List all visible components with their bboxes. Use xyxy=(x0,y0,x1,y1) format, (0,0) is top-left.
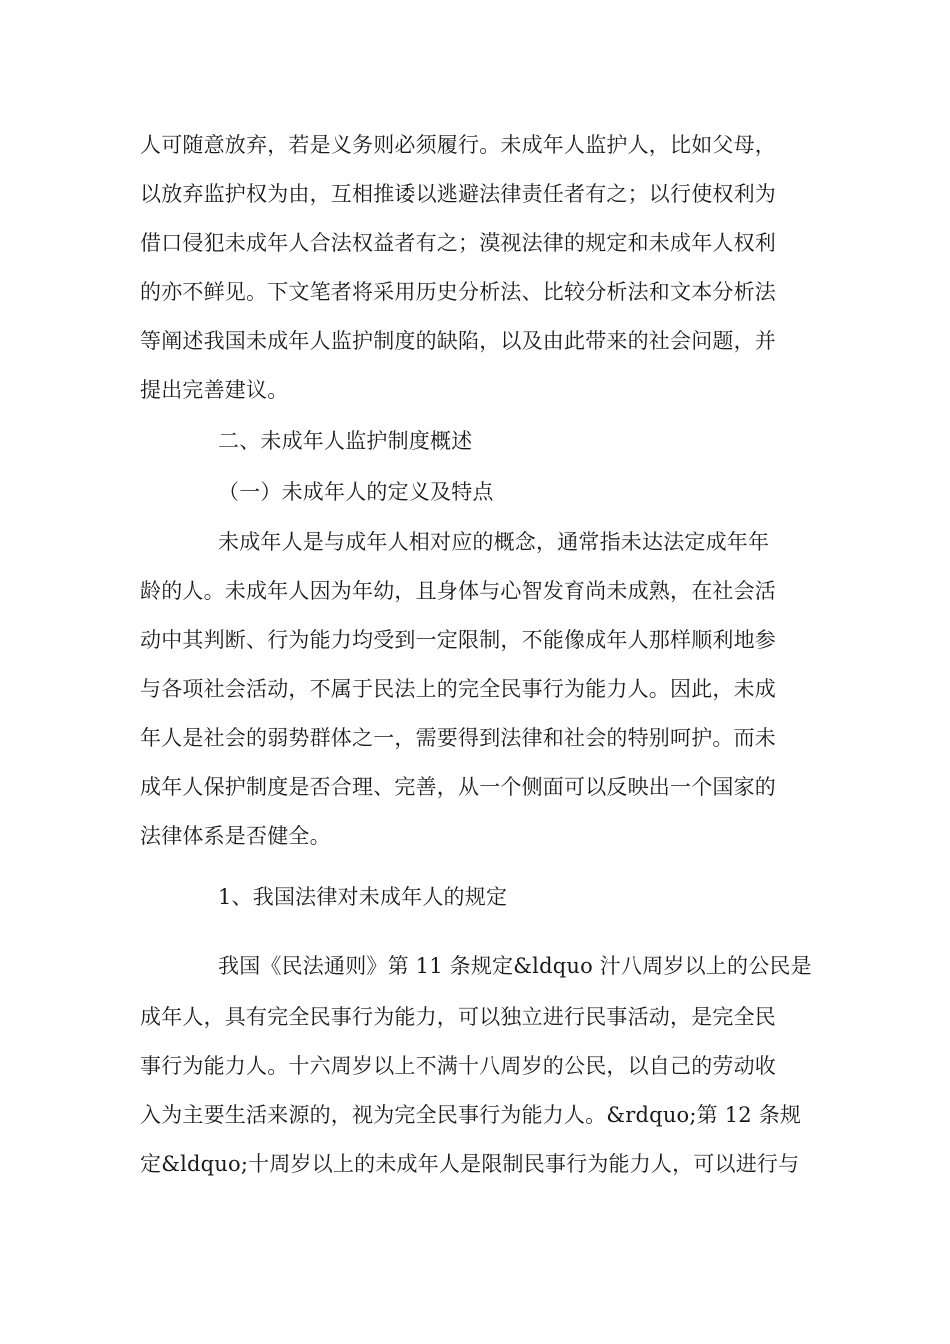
numbered-heading: 1、我国法律对未成年人的规定 xyxy=(218,885,508,909)
text-line-14: 成年人保护制度是否合理、完善，从一个侧面可以反映出一个国家的 xyxy=(140,775,776,799)
section-heading: 二、未成年人监护制度概述 xyxy=(218,429,473,453)
subsection-heading: （一）未成年人的定义及特点 xyxy=(218,480,494,504)
text-line-2: 以放弃监护权为由，互相推诿以逃避法律责任者有之；以行使权利为 xyxy=(140,182,776,206)
text-line-19: 事行为能力人。十六周岁以上不满十八周岁的公民，以自己的劳动收 xyxy=(140,1054,776,1078)
text-line-12: 与各项社会活动，不属于民法上的完全民事行为能力人。因此，未成 xyxy=(140,677,776,701)
text-line-3: 借口侵犯未成年人合法权益者有之；漠视法律的规定和未成年人权利 xyxy=(140,231,776,255)
text-line-21: 定&ldquo;十周岁以上的未成年人是限制民事行为能力人，可以进行与 xyxy=(140,1152,800,1176)
text-line-17: 我国《民法通则》第 11 条规定&ldquo 汁八周岁以上的公民是 xyxy=(218,954,812,978)
text-line-15: 法律体系是否健全。 xyxy=(140,824,331,848)
text-line-13: 年人是社会的弱势群体之一，需要得到法律和社会的特别呵护。而未 xyxy=(140,726,776,750)
text-line-6: 提出完善建议。 xyxy=(140,378,289,402)
text-line-9: 未成年人是与成年人相对应的概念，通常指未达法定成年年 xyxy=(218,530,770,554)
text-line-5: 等阐述我国未成年人监护制度的缺陷，以及由此带来的社会问题，并 xyxy=(140,329,776,353)
text-line-1: 人可随意放弃，若是义务则必须履行。未成年人监护人，比如父母， xyxy=(140,133,776,157)
text-line-4: 的亦不鲜见。下文笔者将采用历史分析法、比较分析法和文本分析法 xyxy=(140,280,776,304)
text-line-11: 动中其判断、行为能力均受到一定限制，不能像成年人那样顺利地参 xyxy=(140,628,776,652)
text-line-10: 龄的人。未成年人因为年幼，且身体与心智发育尚未成熟，在社会活 xyxy=(140,579,776,603)
text-line-20: 入为主要生活来源的，视为完全民事行为能力人。&rdquo;第 12 条规 xyxy=(140,1103,802,1127)
text-line-18: 成年人，具有完全民事行为能力，可以独立进行民事活动，是完全民 xyxy=(140,1005,776,1029)
